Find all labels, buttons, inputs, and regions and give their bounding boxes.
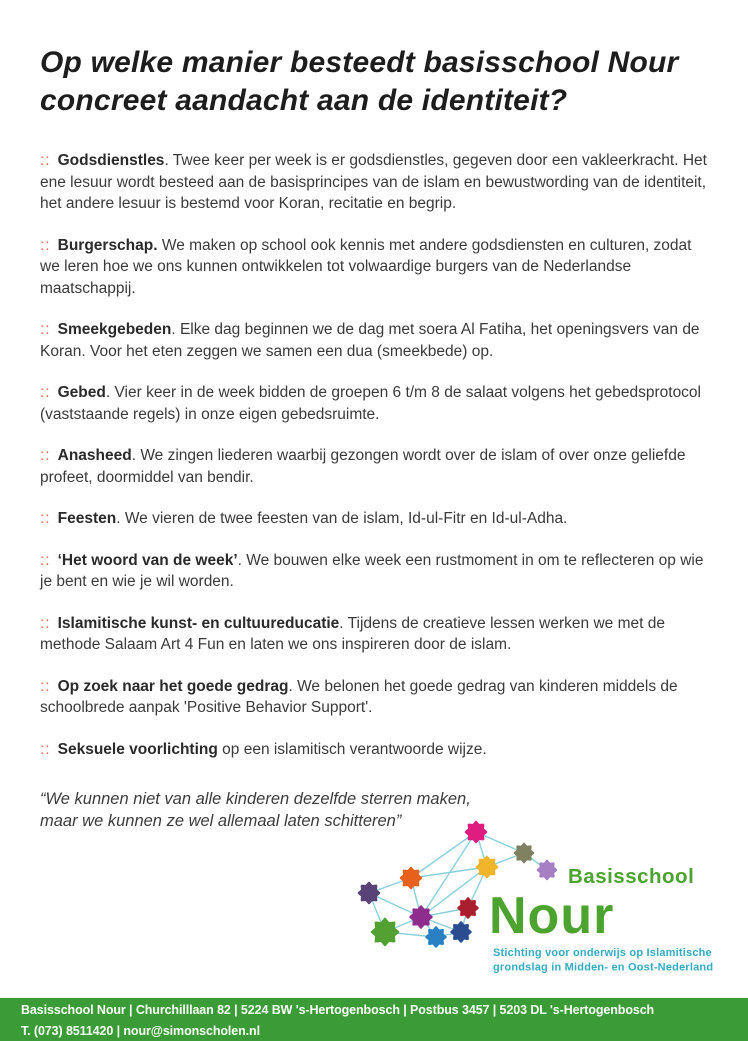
quote-line2: maar we kunnen ze wel allemaal laten schitteren” <box>40 812 402 830</box>
list-marker: :: <box>40 614 51 632</box>
page-title-line2: concreet aandacht aan de identiteit? <box>40 84 568 117</box>
item-text: . We belonen het goede gedrag van kinderen middels de schoolbrede aanpak 'Positive Behavior Support'. <box>40 677 678 716</box>
logo-tagline-line2: grondslag in Midden- en Oost-Nederland <box>493 961 714 974</box>
identity-item-feesten <box>40 508 708 530</box>
page-title <box>40 44 708 120</box>
page-title-line1: Op welke manier besteedt basisschool Nour <box>40 46 679 79</box>
item-term: Seksuele voorlichting <box>57 740 218 758</box>
identity-item-seksuele-voorlichting <box>40 739 708 761</box>
item-term: Burgerschap. <box>57 236 158 254</box>
identity-item-godsdienstles <box>40 150 708 215</box>
list-marker: :: <box>40 152 51 169</box>
list-marker: :: <box>40 551 51 569</box>
logo-star-dark-purple-icon <box>359 883 379 903</box>
item-text: op een islamitisch verantwoorde wijze. <box>217 740 487 758</box>
item-term: Op zoek naar het goede gedrag <box>57 677 289 695</box>
logo-school-name: Nour <box>489 887 615 945</box>
item-text: . Vier keer in de week bidden de groepen 6 t/m 8 de salaat volgens het gebedsprotocol (vaststaande regels) in onze eigen gebedsruimte. <box>40 384 701 423</box>
item-term: Islamitische kunst- en cultuureducatie <box>57 614 340 632</box>
item-term: Anasheed <box>57 447 132 464</box>
item-text: . We vieren de twee feesten van de islam, Id-ul-Fitr en Id-ul-Adha. <box>116 510 568 527</box>
list-marker: :: <box>40 321 51 338</box>
identity-item-kunst-cultuureducatie <box>40 613 708 656</box>
item-term: Godsdienstles <box>57 152 165 169</box>
logo-star-green-icon <box>372 919 398 945</box>
identity-item-anasheed <box>40 445 708 488</box>
logo-star-network <box>353 820 745 988</box>
item-term: ‘Het woord van de week’ <box>57 551 238 569</box>
logo-star-blue-icon <box>427 928 446 947</box>
footer-bar <box>0 998 748 1041</box>
item-term: Feesten <box>57 510 117 527</box>
item-text: . We bouwen elke week een rustmoment in om te reflecteren op wie je bent en wie je wil worden. <box>40 551 704 590</box>
logo-star-navy-icon <box>452 923 471 942</box>
identity-item-smeekgebeden <box>40 319 708 362</box>
list-marker: :: <box>40 510 51 527</box>
basisschool-nour-logo <box>353 820 745 988</box>
logo-star-purple-icon <box>411 907 432 928</box>
logo-tagline-line1: Stichting voor onderwijs op Islamitische <box>493 947 712 959</box>
item-text: . Tijdens de creatieve lessen werken we met de methode Salaam Art 4 Fun en laten we ons inspireren door de islam. <box>40 614 665 653</box>
quote-line1: “We kunnen niet van alle kinderen dezelfde sterren maken, <box>40 790 471 808</box>
logo-star-lavender-icon <box>538 861 556 879</box>
logo-network-edge <box>411 832 476 878</box>
identity-item-goede-gedrag <box>40 676 708 719</box>
footer-contact-line: T. (073) 8511420 | nour@simonscholen.nl <box>21 1024 260 1038</box>
identity-item-burgerschap <box>40 235 708 300</box>
list-marker: :: <box>40 384 51 401</box>
item-text: . Twee keer per week is er godsdienstles, gegeven door een vakleerkracht. Het ene lesuur wordt besteed aan de basisprincipes van de islam en bewustwording van de identiteit, het andere lesuur is bestemd voor Koran, recitatie en begrip. <box>40 152 707 212</box>
logo-star-magenta-icon <box>466 822 486 842</box>
footer-address-line: Basisschool Nour | Churchilllaan 82 | 5224 BW 's-Hertogenbosch | Postbus 3457 | 5203 DL 's-Hertogenbosch <box>21 1003 655 1017</box>
identity-item-woord-van-de-week <box>40 550 708 593</box>
logo-star-dark-red-icon <box>459 899 478 918</box>
item-text: We maken op school ook kennis met andere godsdiensten en culturen, zodat we leren hoe we ons kunnen ontwikkelen tot volwaardige burgers van de Nederlandse maatschappij. <box>40 236 692 297</box>
list-marker: :: <box>40 236 51 254</box>
list-marker: :: <box>40 447 51 464</box>
item-text: . We zingen liederen waarbij gezongen wordt over de islam of over onze geliefde profeet, doormiddel van bendir. <box>40 447 686 486</box>
identity-item-gebed <box>40 382 708 425</box>
item-term: Smeekgebeden <box>57 321 172 338</box>
logo-star-yellow-icon <box>477 857 497 877</box>
list-marker: :: <box>40 740 51 758</box>
item-term: Gebed <box>57 384 106 401</box>
list-marker: :: <box>40 677 51 695</box>
item-text: . Elke dag beginnen we de dag met soera Al Fatiha, het openingsvers van de Koran. Voor het eten zeggen we samen een dua (smeekbede) op. <box>40 321 700 360</box>
logo-basisschool-label: Basisschool <box>568 865 695 888</box>
logo-star-orange-icon <box>401 868 421 888</box>
logo-star-olive-icon <box>515 844 533 862</box>
